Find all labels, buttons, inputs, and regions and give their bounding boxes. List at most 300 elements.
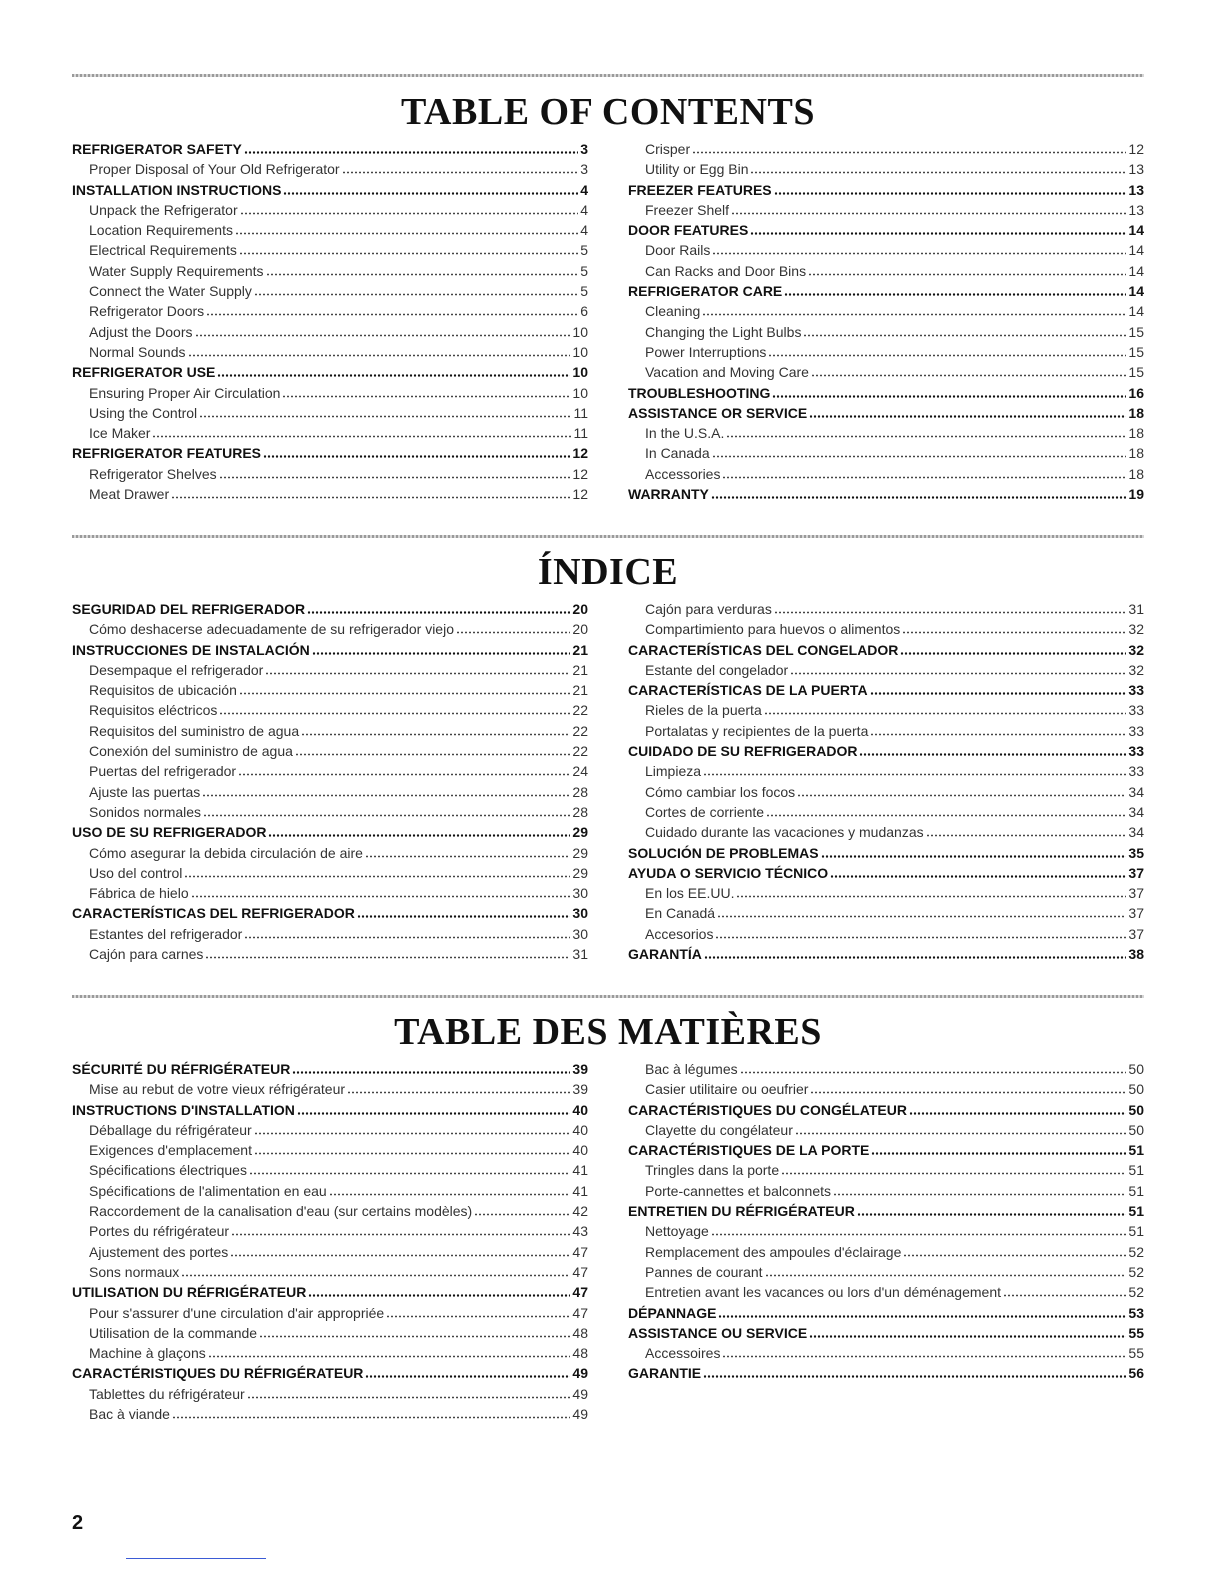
- toc-page-number: 30: [572, 925, 588, 942]
- toc-entry-label: Requisitos de ubicación: [89, 682, 237, 699]
- toc-subentry[interactable]: [72, 342, 588, 362]
- dot-leader: [731, 203, 1126, 215]
- dot-leader: [811, 365, 1126, 377]
- toc-page-number: 12: [572, 465, 588, 482]
- toc-page-number: 4: [580, 201, 588, 218]
- toc-page-number: 49: [572, 1385, 588, 1402]
- toc-subentry[interactable]: [628, 240, 1144, 260]
- toc-entry-label: Porte-cannettes et balconnets: [645, 1182, 832, 1199]
- toc-subentry[interactable]: [628, 619, 1144, 639]
- dot-leader: [386, 1306, 570, 1318]
- toc-entry-label: Exigences d'emplacement: [89, 1142, 252, 1159]
- toc-entry-label: Puertas del refrigerador: [89, 763, 237, 780]
- toc-subentry[interactable]: [628, 660, 1144, 680]
- toc-entry-label: Bac à viande: [89, 1406, 170, 1423]
- dot-leader: [772, 386, 1126, 398]
- toc-subentry[interactable]: [628, 903, 1144, 923]
- toc-page-number: 50: [1128, 1121, 1144, 1138]
- toc-page-number: 51: [1128, 1142, 1144, 1159]
- toc-page-number: 5: [580, 262, 588, 279]
- toc-subentry[interactable]: [72, 721, 588, 741]
- toc-page-number: 30: [572, 905, 588, 922]
- toc-entry-label: Compartimiento para huevos o alimentos: [645, 621, 901, 638]
- dot-leader: [711, 487, 1127, 499]
- toc-entry-label: WARRANTY: [628, 486, 709, 503]
- toc-entry-label: Cajón para carnes: [89, 946, 204, 963]
- dot-leader: [790, 663, 1126, 675]
- toc-entry-label: Sonidos normales: [89, 803, 202, 820]
- dot-leader: [456, 622, 570, 634]
- toc-entry-label: Déballage du réfrigérateur: [89, 1121, 252, 1138]
- toc-entry-label: Casier utilitaire ou oeufrier: [645, 1081, 809, 1098]
- dot-leader: [219, 703, 570, 715]
- toc-entry-label: REFRIGERATOR FEATURES: [72, 445, 262, 462]
- toc-subentry[interactable]: [72, 220, 588, 240]
- toc-block-french: [72, 1059, 1144, 1424]
- dot-leader: [718, 1306, 1126, 1318]
- toc-entry-label: ENTRETIEN DU RÉFRIGÉRATEUR: [628, 1203, 855, 1220]
- toc-entry-label: Proper Disposal of Your Old Refrigerator: [89, 161, 340, 178]
- toc-page-number: 55: [1128, 1345, 1144, 1362]
- dot-leader: [870, 724, 1126, 736]
- toc-page-number: 40: [572, 1142, 588, 1159]
- toc-subentry[interactable]: [628, 1282, 1144, 1302]
- dot-leader: [254, 1123, 571, 1135]
- toc-entry-label: Accessoires: [645, 1345, 721, 1362]
- toc-page-number: 51: [1128, 1162, 1144, 1179]
- toc-page-number: 15: [1128, 323, 1144, 340]
- toc-heading-entry[interactable]: [72, 599, 588, 619]
- toc-page-number: 21: [572, 682, 588, 699]
- dot-leader: [254, 1143, 570, 1155]
- dot-leader: [795, 1123, 1127, 1135]
- toc-subentry[interactable]: [628, 464, 1144, 484]
- toc-subentry[interactable]: [628, 1343, 1144, 1363]
- toc-subentry[interactable]: [72, 700, 588, 720]
- dot-leader: [347, 1082, 570, 1094]
- toc-entry-label: REFRIGERATOR CARE: [628, 283, 783, 300]
- dot-leader: [240, 203, 579, 215]
- toc-subentry[interactable]: [72, 484, 588, 504]
- toc-subentry[interactable]: [72, 741, 588, 761]
- toc-entry-label: CARACTÉRISTIQUES DE LA PORTE: [628, 1142, 870, 1159]
- toc-entry-label: Refrigerator Shelves: [89, 465, 217, 482]
- toc-subentry[interactable]: [72, 843, 588, 863]
- toc-page-number: 18: [1128, 404, 1144, 421]
- toc-page-number: 41: [572, 1162, 588, 1179]
- toc-page-number: 28: [572, 783, 588, 800]
- toc-page-number: 14: [1128, 283, 1144, 300]
- toc-subentry[interactable]: [628, 159, 1144, 179]
- dot-leader: [188, 345, 571, 357]
- toc-subentry[interactable]: [72, 464, 588, 484]
- toc-subentry[interactable]: [628, 261, 1144, 281]
- toc-entry-label: Utility or Egg Bin: [645, 161, 749, 178]
- toc-entry-label: SEGURIDAD DEL REFRIGERADOR: [72, 601, 306, 617]
- toc-entry-label: Clayette du congélateur: [645, 1121, 793, 1138]
- toc-heading-entry[interactable]: [72, 443, 588, 463]
- toc-subentry[interactable]: [72, 1160, 588, 1180]
- dot-leader: [254, 284, 578, 296]
- dot-leader: [217, 365, 570, 377]
- toc-heading-entry[interactable]: [628, 383, 1144, 403]
- dot-leader: [736, 886, 1126, 898]
- toc-heading-entry[interactable]: [628, 1140, 1144, 1160]
- dot-leader: [726, 426, 1126, 438]
- toc-entry-label: USO DE SU REFRIGERADOR: [72, 824, 267, 841]
- dot-leader: [926, 825, 1127, 837]
- dot-leader: [206, 304, 578, 316]
- toc-entry-label: Door Rails: [645, 242, 711, 259]
- toc-entry-label: Ajustement des portes: [89, 1243, 229, 1260]
- toc-subentry[interactable]: [72, 1404, 588, 1424]
- toc-page-number: 24: [572, 763, 588, 780]
- toc-subentry[interactable]: [72, 1323, 588, 1343]
- toc-subentry[interactable]: [72, 281, 588, 301]
- dot-leader: [750, 162, 1126, 174]
- toc-page-number: 22: [572, 743, 588, 760]
- toc-heading-entry[interactable]: [628, 220, 1144, 240]
- toc-entry-label: Water Supply Requirements: [89, 262, 264, 279]
- dot-leader: [259, 1326, 570, 1338]
- toc-entry-label: Cortes de corriente: [645, 803, 765, 820]
- toc-subentry[interactable]: [628, 1079, 1144, 1099]
- toc-page-number: 34: [1128, 824, 1144, 841]
- toc-subentry[interactable]: [628, 1160, 1144, 1180]
- toc-heading-entry[interactable]: [628, 281, 1144, 301]
- toc-subentry[interactable]: [628, 1221, 1144, 1241]
- dot-leader: [365, 1366, 570, 1378]
- toc-subentry[interactable]: [628, 599, 1144, 619]
- toc-subentry[interactable]: [628, 782, 1144, 802]
- toc-page-number: 13: [1128, 181, 1144, 198]
- toc-page-number: 20: [572, 601, 588, 617]
- dot-leader: [871, 1143, 1126, 1155]
- toc-page-number: 30: [572, 885, 588, 902]
- toc-subentry[interactable]: [628, 802, 1144, 822]
- toc-entry-label: Bac à légumes: [645, 1061, 738, 1077]
- toc-page-number: 29: [572, 824, 588, 841]
- toc-entry-label: INSTRUCTIONS D'INSTALLATION: [72, 1101, 295, 1118]
- toc-entry-label: Uso del control: [89, 864, 183, 881]
- toc-subentry[interactable]: [72, 1120, 588, 1140]
- toc-page-number: 14: [1128, 242, 1144, 259]
- toc-subentry[interactable]: [72, 782, 588, 802]
- toc-page-number: 31: [1128, 601, 1144, 617]
- toc-page-number: 42: [572, 1203, 588, 1220]
- toc-subentry[interactable]: [628, 883, 1144, 903]
- toc-subentry[interactable]: [628, 822, 1144, 842]
- dot-leader: [235, 223, 578, 235]
- section-title: ÍNDICE: [537, 551, 679, 593]
- toc-entry-label: CARACTERÍSTICAS DEL CONGELADOR: [628, 641, 899, 658]
- toc-subentry[interactable]: [72, 1140, 588, 1160]
- toc-subentry[interactable]: [628, 1262, 1144, 1282]
- toc-subentry[interactable]: [628, 721, 1144, 741]
- toc-entry-label: SOLUCIÓN DE PROBLEMAS: [628, 844, 819, 861]
- dot-leader: [329, 1184, 571, 1196]
- toc-entry-label: Refrigerator Doors: [89, 303, 205, 320]
- toc-page-number: 41: [572, 1182, 588, 1199]
- toc-page-number: 32: [1128, 661, 1144, 678]
- toc-page-number: 4: [580, 222, 588, 239]
- toc-entry-label: Nettoyage: [645, 1223, 709, 1240]
- toc-page-number: 49: [572, 1365, 588, 1382]
- toc-page-number: 38: [1128, 946, 1144, 963]
- toc-subentry[interactable]: [628, 1120, 1144, 1140]
- toc-entry-label: DOOR FEATURES: [628, 222, 749, 239]
- toc-page-number: 51: [1128, 1203, 1144, 1220]
- toc-page-number: 19: [1128, 486, 1144, 503]
- toc-heading-entry[interactable]: [72, 139, 588, 159]
- dot-leader: [704, 947, 1127, 959]
- toc-subentry[interactable]: [628, 443, 1144, 463]
- dot-leader: [342, 162, 579, 174]
- toc-column-right: [628, 599, 1144, 964]
- toc-page-number: 5: [580, 283, 588, 300]
- toc-page-number: 11: [573, 425, 588, 442]
- toc-subentry[interactable]: [72, 1303, 588, 1323]
- toc-entry-label: TROUBLESHOOTING: [628, 384, 771, 401]
- toc-page-number: 22: [572, 722, 588, 739]
- dot-leader: [774, 183, 1127, 195]
- dot-leader: [244, 142, 578, 154]
- toc-page-number: 4: [580, 181, 588, 198]
- toc-heading-entry[interactable]: [628, 1201, 1144, 1221]
- toc-entry-label: Sons normaux: [89, 1263, 180, 1280]
- dot-leader: [703, 764, 1126, 776]
- dot-leader: [238, 764, 570, 776]
- toc-page-number: 40: [572, 1101, 588, 1118]
- dot-leader: [797, 785, 1126, 797]
- dot-leader: [152, 426, 571, 438]
- toc-heading-entry[interactable]: [72, 640, 588, 660]
- dot-leader: [249, 1163, 570, 1175]
- toc-heading-entry[interactable]: [628, 484, 1144, 504]
- dot-leader: [722, 467, 1126, 479]
- toc-subentry[interactable]: [72, 322, 588, 342]
- dot-leader: [365, 846, 570, 858]
- toc-page-number: 3: [580, 161, 588, 178]
- toc-heading-entry[interactable]: [628, 944, 1144, 964]
- toc-heading-entry[interactable]: [628, 1323, 1144, 1343]
- dot-leader: [1003, 1285, 1126, 1297]
- section-divider: [72, 995, 1144, 998]
- toc-subentry[interactable]: [628, 322, 1144, 342]
- toc-subentry[interactable]: [628, 342, 1144, 362]
- dot-leader: [239, 243, 578, 255]
- toc-entry-label: ASSISTANCE OU SERVICE: [628, 1324, 808, 1341]
- toc-entry-label: Changing the Light Bulbs: [645, 323, 802, 340]
- dot-leader: [722, 1346, 1126, 1358]
- toc-subentry[interactable]: [72, 301, 588, 321]
- toc-page-number: 10: [572, 343, 588, 360]
- toc-heading-entry[interactable]: [628, 180, 1144, 200]
- toc-entry-label: Portes du réfrigérateur: [89, 1223, 230, 1240]
- toc-heading-entry[interactable]: [72, 1363, 588, 1383]
- toc-heading-entry[interactable]: [72, 1282, 588, 1302]
- toc-heading-entry[interactable]: [72, 1059, 588, 1079]
- toc-subentry[interactable]: [72, 1242, 588, 1262]
- toc-heading-entry[interactable]: [72, 362, 588, 382]
- dot-leader: [205, 947, 570, 959]
- toc-entry-label: Entretien avant les vacances ou lors d'un déménagement: [645, 1284, 1002, 1301]
- toc-subentry[interactable]: [72, 1262, 588, 1282]
- dot-leader: [172, 1407, 570, 1419]
- toc-page-number: 37: [1128, 925, 1144, 942]
- toc-column-left: [72, 1059, 588, 1424]
- dot-leader: [195, 325, 571, 337]
- toc-heading-entry[interactable]: [72, 1100, 588, 1120]
- dot-leader: [702, 304, 1126, 316]
- toc-entry-label: Requisitos del suministro de agua: [89, 722, 300, 739]
- toc-entry-label: Vacation and Moving Care: [645, 364, 809, 381]
- toc-subentry[interactable]: [72, 261, 588, 281]
- toc-subentry[interactable]: [628, 1181, 1144, 1201]
- toc-page-number: 21: [572, 661, 588, 678]
- toc-page-number: 15: [1128, 364, 1144, 381]
- toc-heading-entry[interactable]: [72, 180, 588, 200]
- dot-leader: [357, 906, 571, 918]
- toc-entry-label: CUIDADO DE SU REFRIGERADOR: [628, 743, 858, 760]
- toc-subentry[interactable]: [72, 383, 588, 403]
- footer-link-underline: [126, 1558, 266, 1559]
- toc-heading-entry[interactable]: [72, 822, 588, 842]
- toc-subentry[interactable]: [72, 1343, 588, 1363]
- dot-leader: [292, 1062, 570, 1074]
- toc-subentry[interactable]: [628, 301, 1144, 321]
- toc-subentry[interactable]: [628, 1059, 1144, 1079]
- toc-entry-label: Mise au rebut de votre vieux réfrigérateur: [89, 1081, 346, 1098]
- dot-leader: [808, 264, 1126, 276]
- toc-entry-label: Cómo cambiar los focos: [645, 783, 796, 800]
- toc-subentry[interactable]: [72, 761, 588, 781]
- toc-entry-label: Utilisation de la commande: [89, 1324, 258, 1341]
- toc-block-english: [72, 139, 1144, 504]
- toc-heading-entry[interactable]: [628, 1100, 1144, 1120]
- toc-page-number: 51: [1128, 1223, 1144, 1240]
- toc-subentry[interactable]: [72, 200, 588, 220]
- toc-page-number: 29: [572, 864, 588, 881]
- toc-subentry[interactable]: [72, 159, 588, 179]
- toc-heading-entry[interactable]: [72, 903, 588, 923]
- toc-page-number: 33: [1128, 763, 1144, 780]
- dot-leader: [766, 805, 1126, 817]
- toc-subentry[interactable]: [72, 1181, 588, 1201]
- toc-heading-entry[interactable]: [628, 1303, 1144, 1323]
- dot-leader: [230, 1245, 570, 1257]
- section-divider: [72, 74, 1144, 77]
- toc-subentry[interactable]: [628, 423, 1144, 443]
- dot-leader: [870, 683, 1127, 695]
- dot-leader: [301, 724, 570, 736]
- toc-subentry[interactable]: [72, 863, 588, 883]
- toc-heading-entry[interactable]: [628, 741, 1144, 761]
- toc-subentry[interactable]: [72, 802, 588, 822]
- toc-entry-label: INSTRUCCIONES DE INSTALACIÓN: [72, 641, 310, 658]
- toc-page-number: 33: [1128, 743, 1144, 760]
- dot-leader: [803, 325, 1126, 337]
- toc-page-number: 50: [1128, 1061, 1144, 1077]
- toc-entry-label: Cómo deshacerse adecuadamente de su refrigerador viejo: [89, 621, 454, 638]
- section-divider: [72, 535, 1144, 538]
- toc-subentry[interactable]: [628, 139, 1144, 159]
- toc-subentry[interactable]: [72, 1384, 588, 1404]
- dot-leader: [712, 243, 1126, 255]
- toc-subentry[interactable]: [628, 924, 1144, 944]
- toc-subentry[interactable]: [628, 200, 1144, 220]
- toc-subentry[interactable]: [72, 1201, 588, 1221]
- toc-page-number: 35: [1128, 844, 1144, 861]
- toc-heading-entry[interactable]: [628, 1363, 1144, 1383]
- toc-entry-label: INSTALLATION INSTRUCTIONS: [72, 181, 282, 198]
- toc-subentry[interactable]: [72, 1079, 588, 1099]
- toc-page-number: 52: [1128, 1243, 1144, 1260]
- toc-subentry[interactable]: [72, 619, 588, 639]
- toc-page-number: 13: [1128, 201, 1144, 218]
- toc-heading-entry[interactable]: [628, 863, 1144, 883]
- dot-leader: [312, 643, 571, 655]
- toc-page-number: 32: [1128, 621, 1144, 638]
- toc-entry-label: Desempaque el refrigerador: [89, 661, 264, 678]
- toc-entry-label: Tablettes du réfrigérateur: [89, 1385, 245, 1402]
- toc-subentry[interactable]: [72, 680, 588, 700]
- toc-subentry[interactable]: [72, 403, 588, 423]
- toc-page-number: 47: [572, 1263, 588, 1280]
- toc-entry-label: En Canadá: [645, 905, 716, 922]
- toc-entry-label: Ensuring Proper Air Circulation: [89, 384, 281, 401]
- dot-leader: [266, 264, 579, 276]
- dot-leader: [809, 1326, 1126, 1338]
- toc-subentry[interactable]: [72, 944, 588, 964]
- toc-subentry[interactable]: [72, 883, 588, 903]
- toc-subentry[interactable]: [628, 1242, 1144, 1262]
- toc-subentry[interactable]: [72, 240, 588, 260]
- toc-heading-entry[interactable]: [628, 403, 1144, 423]
- toc-entry-label: Spécifications électriques: [89, 1162, 247, 1179]
- toc-subentry[interactable]: [628, 700, 1144, 720]
- toc-heading-entry[interactable]: [628, 680, 1144, 700]
- toc-entry-label: Freezer Shelf: [645, 201, 730, 218]
- toc-subentry[interactable]: [628, 761, 1144, 781]
- toc-entry-label: Adjust the Doors: [89, 323, 193, 340]
- dot-leader: [830, 866, 1126, 878]
- toc-subentry[interactable]: [72, 660, 588, 680]
- toc-block-spanish: [72, 599, 1144, 964]
- toc-subentry[interactable]: [72, 423, 588, 443]
- toc-subentry[interactable]: [628, 362, 1144, 382]
- toc-page-number: 18: [1128, 445, 1144, 462]
- toc-entry-label: Pannes de courant: [645, 1263, 763, 1280]
- toc-entry-label: Requisitos eléctricos: [89, 702, 218, 719]
- toc-entry-label: GARANTÍA: [628, 946, 702, 963]
- dot-leader: [740, 1062, 1127, 1074]
- toc-entry-label: REFRIGERATOR USE: [72, 364, 216, 381]
- dot-leader: [308, 1285, 570, 1297]
- dot-leader: [781, 1163, 1126, 1175]
- toc-page-number: 31: [572, 946, 588, 963]
- toc-column-left: [72, 139, 588, 504]
- toc-heading-entry[interactable]: [628, 640, 1144, 660]
- toc-entry-label: In the U.S.A.: [645, 425, 725, 442]
- toc-heading-entry[interactable]: [628, 843, 1144, 863]
- toc-page-number: 33: [1128, 682, 1144, 699]
- toc-subentry[interactable]: [72, 924, 588, 944]
- toc-subentry[interactable]: [72, 1221, 588, 1241]
- dot-leader: [244, 927, 570, 939]
- toc-entry-label: ASSISTANCE OR SERVICE: [628, 404, 808, 421]
- toc-entry-label: Location Requirements: [89, 222, 233, 239]
